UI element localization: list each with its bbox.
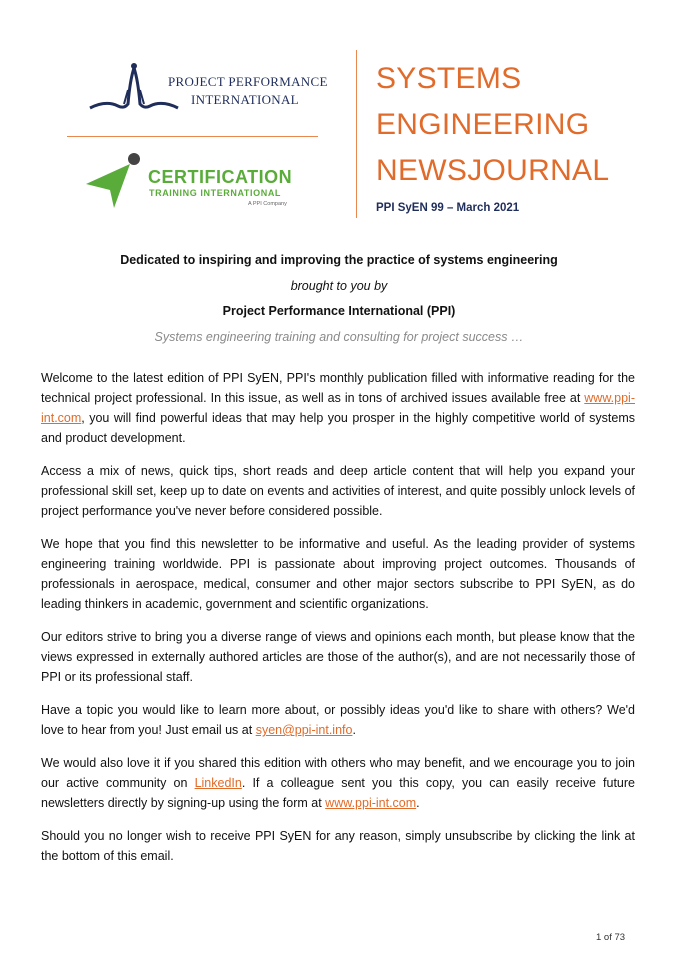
brought-by-text: brought to you by <box>290 279 388 293</box>
paragraph-text: Welcome to the latest edition of PPI SyEN, PPI's monthly publication filled with informative reading for the technical project professional. In this issue, as well as in tons of archived issues available free at <box>41 371 635 405</box>
ppi-logo-line1: PROJECT PERFORMANCE <box>168 74 328 89</box>
ppi-logo-line2: INTERNATIONAL <box>191 92 299 107</box>
issue-label: PPI SyEN 99 – March 2021 <box>376 202 520 214</box>
paragraph-text: . <box>352 723 356 737</box>
paragraph-text: , you will find powerful ideas that may help you prosper in the highly competitive world of systems and product development. <box>41 411 635 445</box>
journal-title-line3: NEWSJOURNAL <box>376 154 610 187</box>
journal-title-line2: ENGINEERING <box>376 108 590 141</box>
signup-website-link[interactable]: www.ppi-int.com <box>325 796 417 810</box>
header-rule <box>67 136 318 137</box>
email-link[interactable]: syen@ppi-int.info <box>255 723 353 737</box>
paragraph-hope: We hope that you find this newsletter to be informative and useful. As the leading provider of systems engineering training worldwide. PPI is passionate about improving project outcomes. Thousands of professionals in aerospace, medical, consumer and other major sectors subscribe to PPI SyEN, as do leading thinkers in academic, government and scientific organizations. <box>41 537 635 611</box>
green-arrow-icon <box>84 150 154 212</box>
header-divider <box>356 50 357 218</box>
paragraph-unsubscribe: Should you no longer wish to receive PPI SyEN for any reason, simply unsubscribe by clicking the link at the bottom of this email. <box>41 829 635 863</box>
ppi-website-link[interactable]: www.ppi-int.com <box>41 391 635 425</box>
paragraph-text: . <box>416 796 420 810</box>
page-number: 1 of 73 <box>596 932 626 943</box>
cert-logo-title: CERTIFICATION <box>148 167 293 187</box>
paragraph-text: . If a colleague sent you this copy, you can easily receive future newsletters directly by signing-up using the form at <box>41 776 635 810</box>
paragraph-welcome <box>41 368 635 448</box>
paragraph-editors: Our editors strive to bring you a diverse range of views and opinions each month, but please know that the views expressed in externally authored articles are those of the author(s), and are not necessarily those of PPI or its professional staff. <box>41 630 635 684</box>
journal-title-line1: SYSTEMS <box>376 62 522 95</box>
paragraph-text: We would also love it if you shared this edition with others who may benefit, and we encourage you to join our active community on <box>41 756 635 790</box>
paragraph-share <box>41 753 635 813</box>
paragraph-access: Access a mix of news, quick tips, short reads and deep article content that will help you expand your professional skill set, keep up to date on events and activities of interest, and quite possibly unlock levels of project performance you've never before considered possible. <box>41 464 635 518</box>
cert-logo-subtitle: TRAINING INTERNATIONAL <box>149 188 282 198</box>
company-name: Project Performance International (PPI) <box>222 304 456 318</box>
tagline: Systems engineering training and consulting for project success … <box>154 330 524 344</box>
article-body <box>41 368 635 879</box>
dedication-heading: Dedicated to inspiring and improving the practice of systems engineering <box>120 253 558 267</box>
cert-logo-tag: A PPI Company <box>248 201 287 207</box>
ppi-emblem-icon <box>88 60 320 122</box>
paragraph-topic <box>41 700 635 740</box>
linkedin-link[interactable]: LinkedIn <box>194 776 242 790</box>
paragraph-text: Have a topic you would like to learn more about, or possibly ideas you'd like to share with others? We'd love to hear from you! Just email us at <box>41 703 635 737</box>
